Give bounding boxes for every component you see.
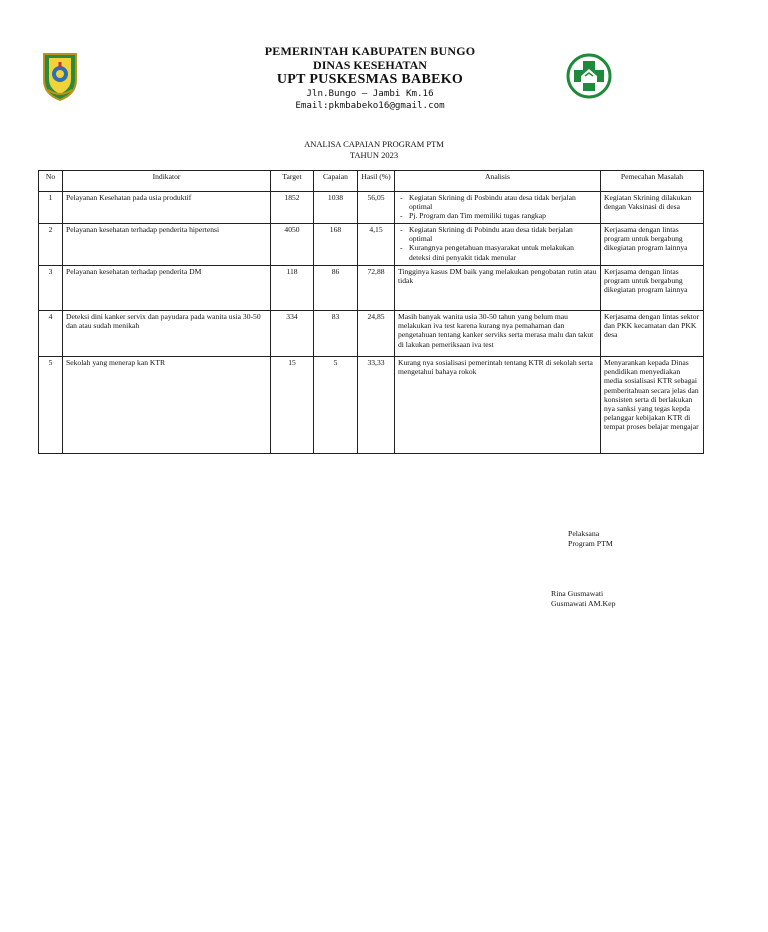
cell-indikator: Pelayanan kesehatan terhadap penderita DM bbox=[63, 266, 271, 311]
cell-hasil: 4,15 bbox=[358, 224, 395, 266]
cell-pemecahan: Kerjasama dengan lintas sektor dan PKK kecamatan dan PKK desa bbox=[601, 311, 704, 357]
cell-no: 4 bbox=[39, 311, 63, 357]
table-row bbox=[39, 192, 704, 224]
cell-indikator: Sekolah yang menerap kan KTR bbox=[63, 357, 271, 454]
puskesmas-cross-icon bbox=[566, 53, 612, 99]
cell-analisis: Masih banyak wanita usia 30-50 tahun yang belum mau melakukan iva test karena kurang nya pemahaman dan pengetahuan tentang kanker serviks serta merasa malu dan takut di lakukan pemeriksaan iva test bbox=[395, 311, 601, 357]
cell-capaian: 168 bbox=[314, 224, 358, 266]
table-row bbox=[39, 224, 704, 266]
analisis-point: - Kurangnya pengetahuan masyarakat untuk melakukan deteksi dini penyakit tidak menular bbox=[398, 243, 597, 261]
title-line-2: TAHUN 2023 bbox=[349, 150, 399, 160]
cell-no: 5 bbox=[39, 357, 63, 454]
title-line-1: ANALISA CAPAIAN PROGRAM PTM bbox=[304, 139, 444, 149]
cell-pemecahan: Kerjasama dengan lintas program untuk bergabung dikegiatan program lainnya bbox=[601, 266, 704, 311]
cell-indikator: Deteksi dini kanker servix dan payudara pada wanita usia 30-50 dan atau sudah menikah bbox=[63, 311, 271, 357]
header-hasil: Hasil (%) bbox=[358, 171, 395, 192]
header-analisis: Analisis bbox=[395, 171, 601, 192]
cell-no: 3 bbox=[39, 266, 63, 311]
cell-pemecahan: Menyarankan kepada Dinas pendidikan menyediakan media sosialisasi KTR sebagai pemberitahuan secara jelas dan konsisten serta di berlakukan nya sanksi yang tegas kepda pelanggar kebijakan KTR di tempat proses belajar mengajar bbox=[601, 357, 704, 454]
role-line-2: Program PTM bbox=[568, 539, 613, 548]
cell-capaian: 5 bbox=[314, 357, 358, 454]
puskesmas-name: UPT PUSKESMAS BABEKO bbox=[276, 72, 464, 87]
cell-capaian: 83 bbox=[314, 311, 358, 357]
cell-target: 4050 bbox=[271, 224, 314, 266]
table-row bbox=[39, 266, 704, 311]
letterhead bbox=[200, 44, 540, 112]
signature-name bbox=[551, 589, 616, 609]
header-capaian: Capaian bbox=[314, 171, 358, 192]
analisis-point: - Pj. Program dan Tim memiliki tugas rangkap bbox=[398, 211, 597, 220]
table-row bbox=[39, 311, 704, 357]
emblem-icon bbox=[40, 50, 80, 102]
address: Jln.Bungo – Jambi Km.16 bbox=[306, 88, 434, 99]
cell-hasil: 33,33 bbox=[358, 357, 395, 454]
document-title bbox=[200, 139, 548, 161]
analisis-point: - Kegiatan Skrining di Posbindu atau desa tidak berjalan optimal bbox=[398, 193, 597, 211]
cell-no: 2 bbox=[39, 224, 63, 266]
table-header-row bbox=[39, 171, 704, 192]
government-name: PEMERINTAH KABUPATEN BUNGO bbox=[264, 44, 476, 58]
signature-role bbox=[568, 529, 613, 549]
name-line-1: Rina Gusmawati bbox=[551, 589, 604, 598]
cell-pemecahan: Kerjasama dengan lintas program untuk bergabung dikegiatan program lainnya bbox=[601, 224, 704, 266]
header-target: Target bbox=[271, 171, 314, 192]
table-row bbox=[39, 357, 704, 454]
header-no: No bbox=[39, 171, 63, 192]
puskesmas-logo bbox=[566, 53, 612, 99]
cell-no: 1 bbox=[39, 192, 63, 224]
analysis-table bbox=[38, 170, 704, 454]
analisis-point: - Kegiatan Skrining di Pobindu atau desa tidak berjalan optimal bbox=[398, 225, 597, 243]
cell-pemecahan: Kegiatan Skrining dilakukan dengan Vaksinasi di desa bbox=[601, 192, 704, 224]
cell-hasil: 72,88 bbox=[358, 266, 395, 311]
kabupaten-bungo-logo bbox=[40, 50, 80, 102]
cell-target: 15 bbox=[271, 357, 314, 454]
cell-analisis bbox=[395, 192, 601, 224]
cell-target: 334 bbox=[271, 311, 314, 357]
cell-capaian: 1038 bbox=[314, 192, 358, 224]
cell-analisis: Kurang nya sosialisasi pemerintah tentang KTR di sekolah serta mengetahui bahaya rokok bbox=[395, 357, 601, 454]
cell-indikator: Pelayanan kesehatan terhadap penderita hipertensi bbox=[63, 224, 271, 266]
cell-analisis: Tingginya kasus DM baik yang melakukan pengobatan rutin atau tidak bbox=[395, 266, 601, 311]
name-line-2: Gusmawati AM.Kep bbox=[551, 599, 616, 608]
email: Email:pkmbabeko16@gmail.com bbox=[295, 100, 445, 111]
cell-hasil: 24,85 bbox=[358, 311, 395, 357]
cell-indikator: Pelayanan Kesehatan pada usia produktif bbox=[63, 192, 271, 224]
department-name: DINAS KESEHATAN bbox=[313, 58, 427, 72]
cell-capaian: 86 bbox=[314, 266, 358, 311]
cell-hasil: 56,05 bbox=[358, 192, 395, 224]
role-line-1: Pelaksana bbox=[568, 529, 600, 538]
cell-target: 118 bbox=[271, 266, 314, 311]
header-pemecahan: Pemecahan Masalah bbox=[601, 171, 704, 192]
cell-analisis bbox=[395, 224, 601, 266]
cell-target: 1852 bbox=[271, 192, 314, 224]
header-indikator: Indikator bbox=[63, 171, 271, 192]
